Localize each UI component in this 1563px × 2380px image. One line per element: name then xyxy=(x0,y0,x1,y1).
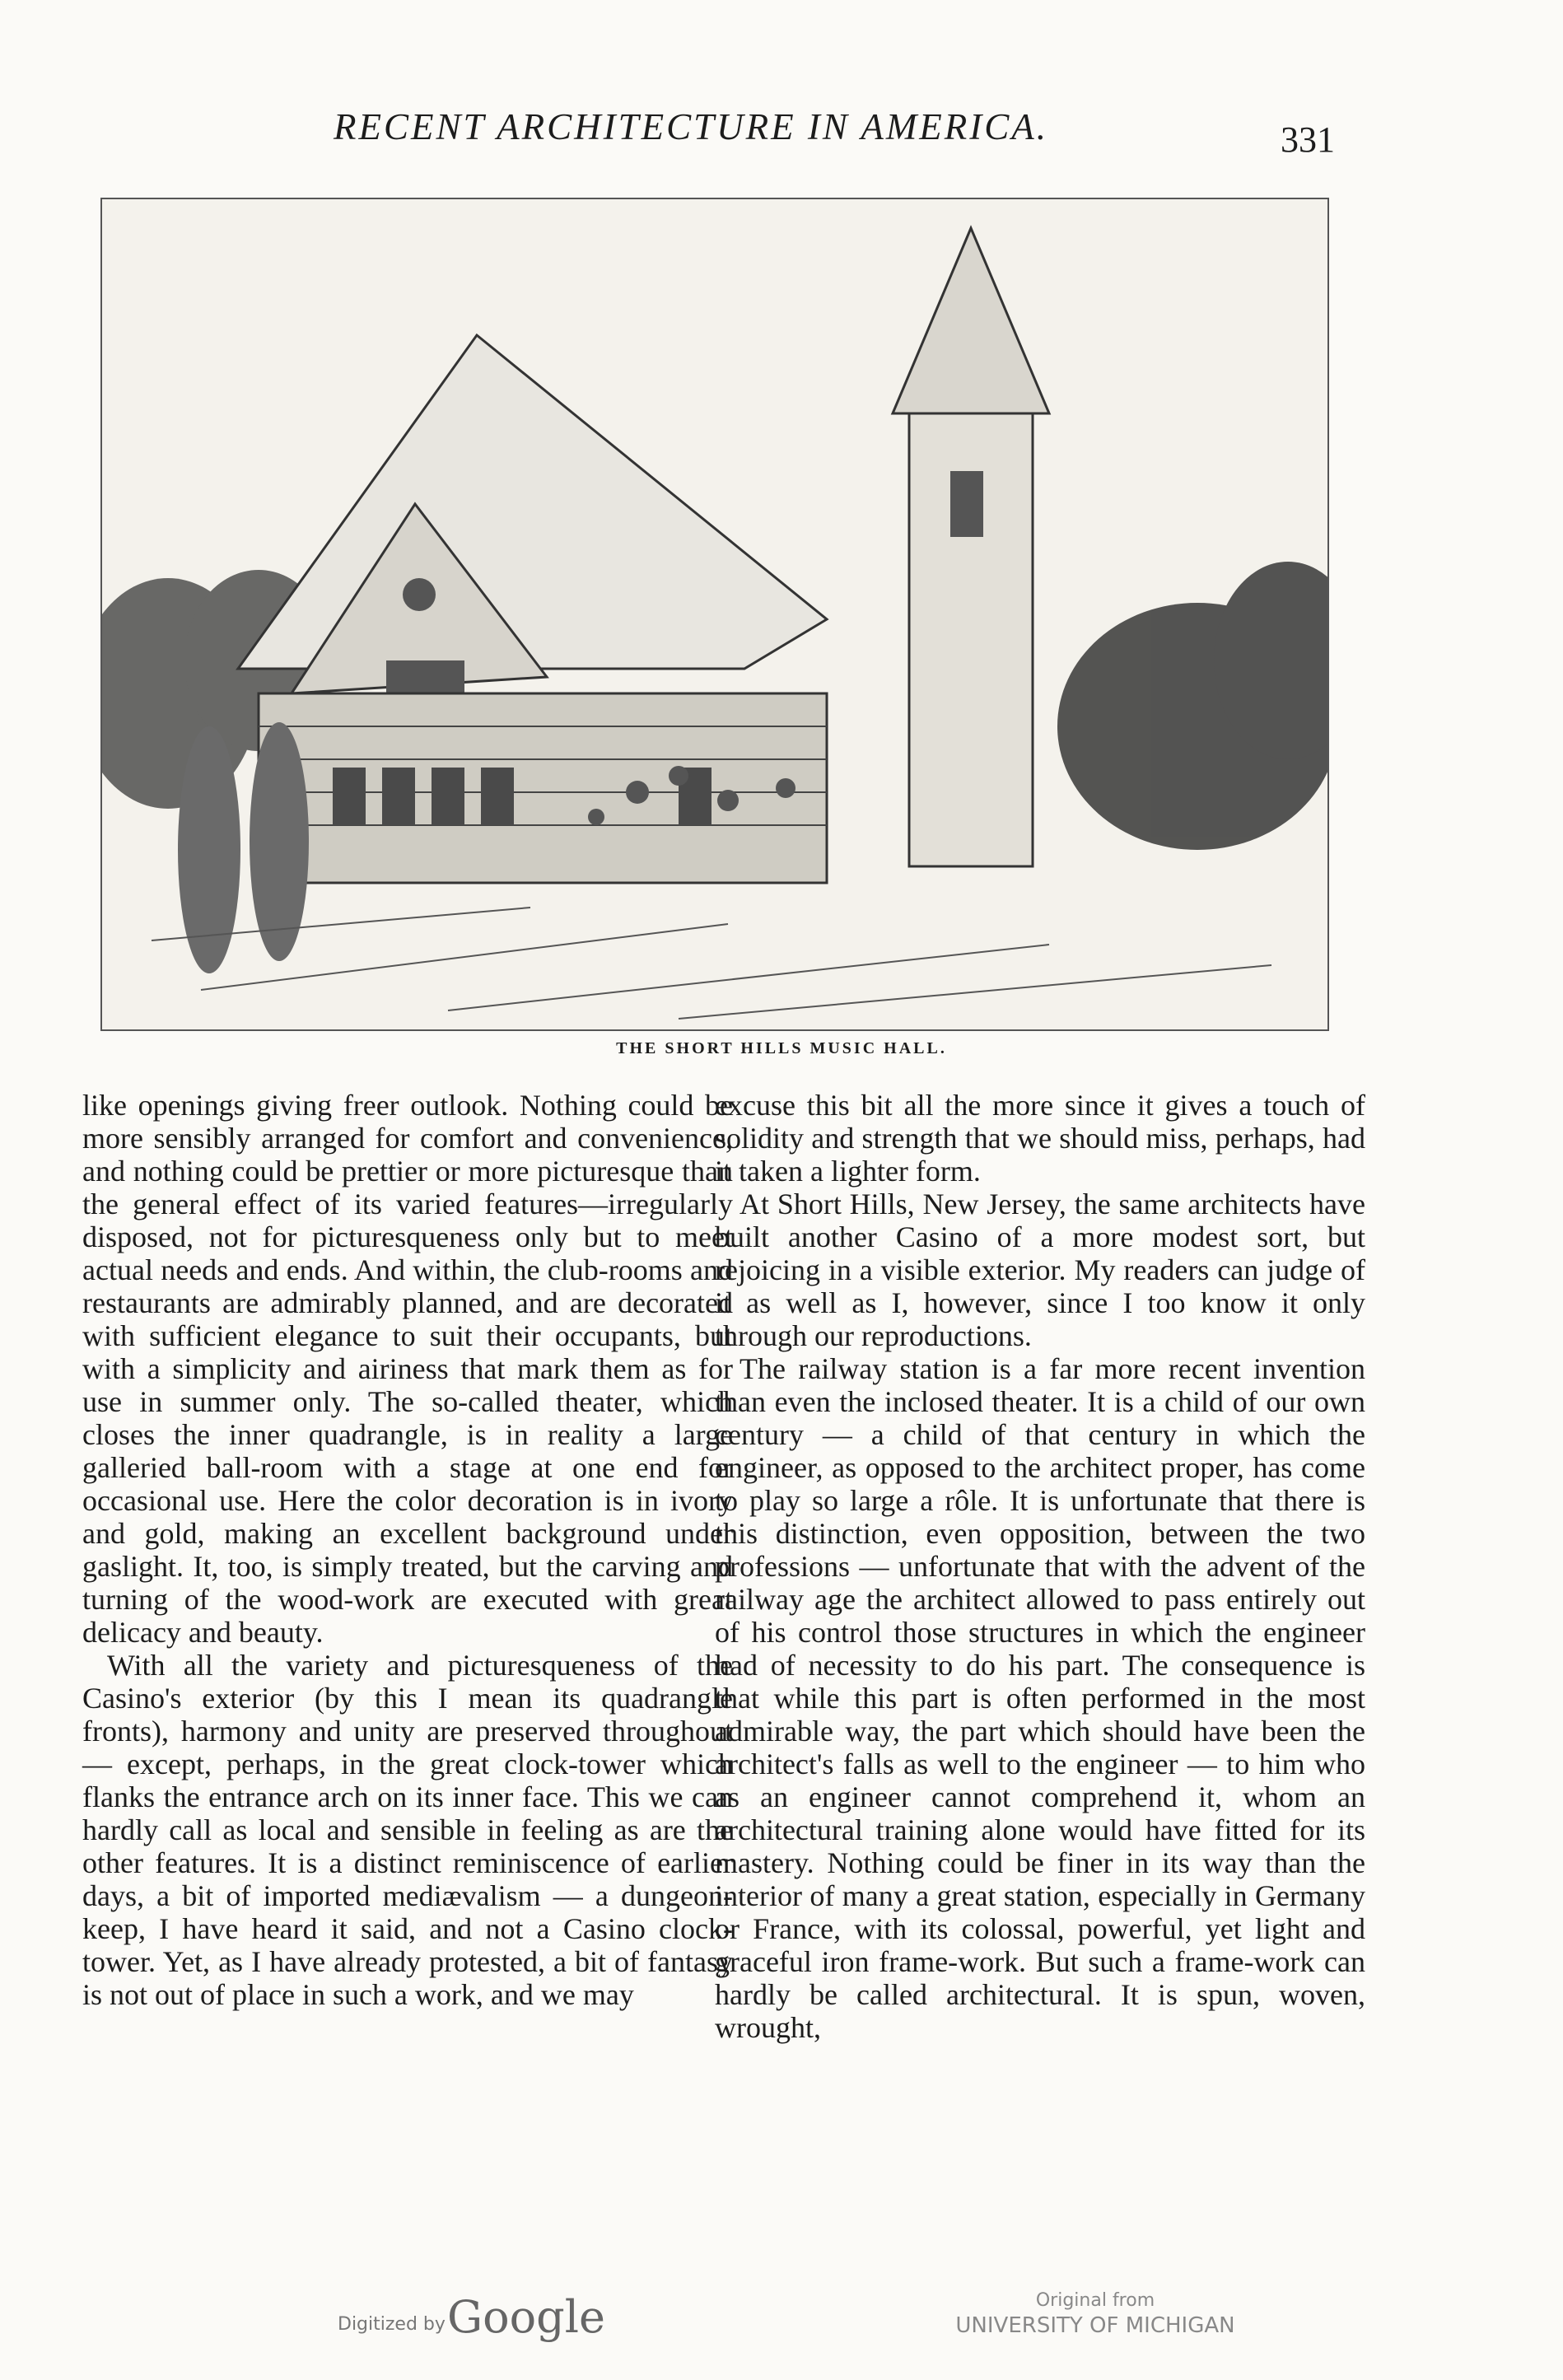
figure-caption: THE SHORT HILLS MUSIC HALL. xyxy=(616,1039,947,1057)
running-header xyxy=(0,105,1563,160)
left-paragraph-2: With all the variety and picturesqueness of the Casino's exterior (by this I mean its quadrangle fronts), harmony and unity are preserved throughout — except, perhaps, in the great clock-tower which flanks the entrance arch on its inner face. This we can hardly call as local and sensible in feeling as are the other features. It is a distinct reminiscence of earlier days, a bit of imported mediævalism — a dungeon-keep, I have heard it said, and not a Casino clock-tower. Yet, as I have already protested, a bit of fantasy is not out of place in such a work, and we may xyxy=(82,1649,733,2011)
right-paragraph-2: At Short Hills, New Jersey, the same architects have built another Casino of a more modest sort, but rejoicing in a visible exterior. My readers can judge of it as well as I, however, since I too know it only through our reproductions. xyxy=(715,1188,1365,1352)
origin-note xyxy=(931,2289,1260,2339)
right-paragraph-3: The railway station is a far more recent invention than even the inclosed theater. It is a child of our own century — a child of that century in which the engineer, as opposed to the architect proper, has come to play so large a rôle. It is unfortunate that there is this distinction, even opposition, between the two professions — unfortunate that with the advent of the railway age the architect allowed to pass entirely out of his control those structures in which the engineer had of necessity to do his part. The consequence is that while this part is often performed in the most admirable way, the part which should have been the architect's falls as well to the engineer — to him who as an engineer cannot comprehend it, whom an architectural training alone would have fitted for its mastery. Nothing could be finer in its way than the interior of many a great station, especially in Germany or France, with its colossal, powerful, yet light and graceful iron frame-work. But such a frame-work can hardly be called architectural. It is spun, woven, wrought, xyxy=(715,1352,1365,2044)
origin-line-2: UNIVERSITY OF MICHIGAN xyxy=(955,2313,1235,2338)
left-column xyxy=(82,1089,733,2011)
right-paragraph-1: excuse this bit all the more since it gives a touch of solidity and strength that we should miss, perhaps, had it taken a lighter form. xyxy=(715,1089,1365,1188)
origin-line-1: Original from xyxy=(1035,2290,1155,2311)
digitized-label: Digitized by xyxy=(338,2314,446,2335)
music-hall-illustration xyxy=(100,198,1329,1031)
left-paragraph-1: like openings giving freer outlook. Nothing could be more sensibly arranged for comfort and convenience, and nothing could be prettier or more picturesque than the general effect of its varied features—irregularly disposed, not for picturesqueness only but to meet actual needs and ends. And within, the club-rooms and restaurants are admirably planned, and are decorated with sufficient elegance to suit their occupants, but with a simplicity and airiness that mark them as for use in summer only. The so-called theater, which closes the inner quadrangle, is in reality a large galleried ball-room with a stage at one end for occasional use. Here the color decoration is in ivory and gold, making an excellent background under gaslight. It, too, is simply treated, but the carving and turning of the wood-work are executed with great delicacy and beauty. xyxy=(82,1089,733,1649)
digitized-by-logo xyxy=(338,2289,605,2347)
digitized-brand: Google xyxy=(447,2291,605,2343)
right-column xyxy=(715,1089,1365,2044)
page-number: 331 xyxy=(1281,119,1335,160)
running-title: RECENT ARCHITECTURE IN AMERICA. xyxy=(334,106,1049,147)
